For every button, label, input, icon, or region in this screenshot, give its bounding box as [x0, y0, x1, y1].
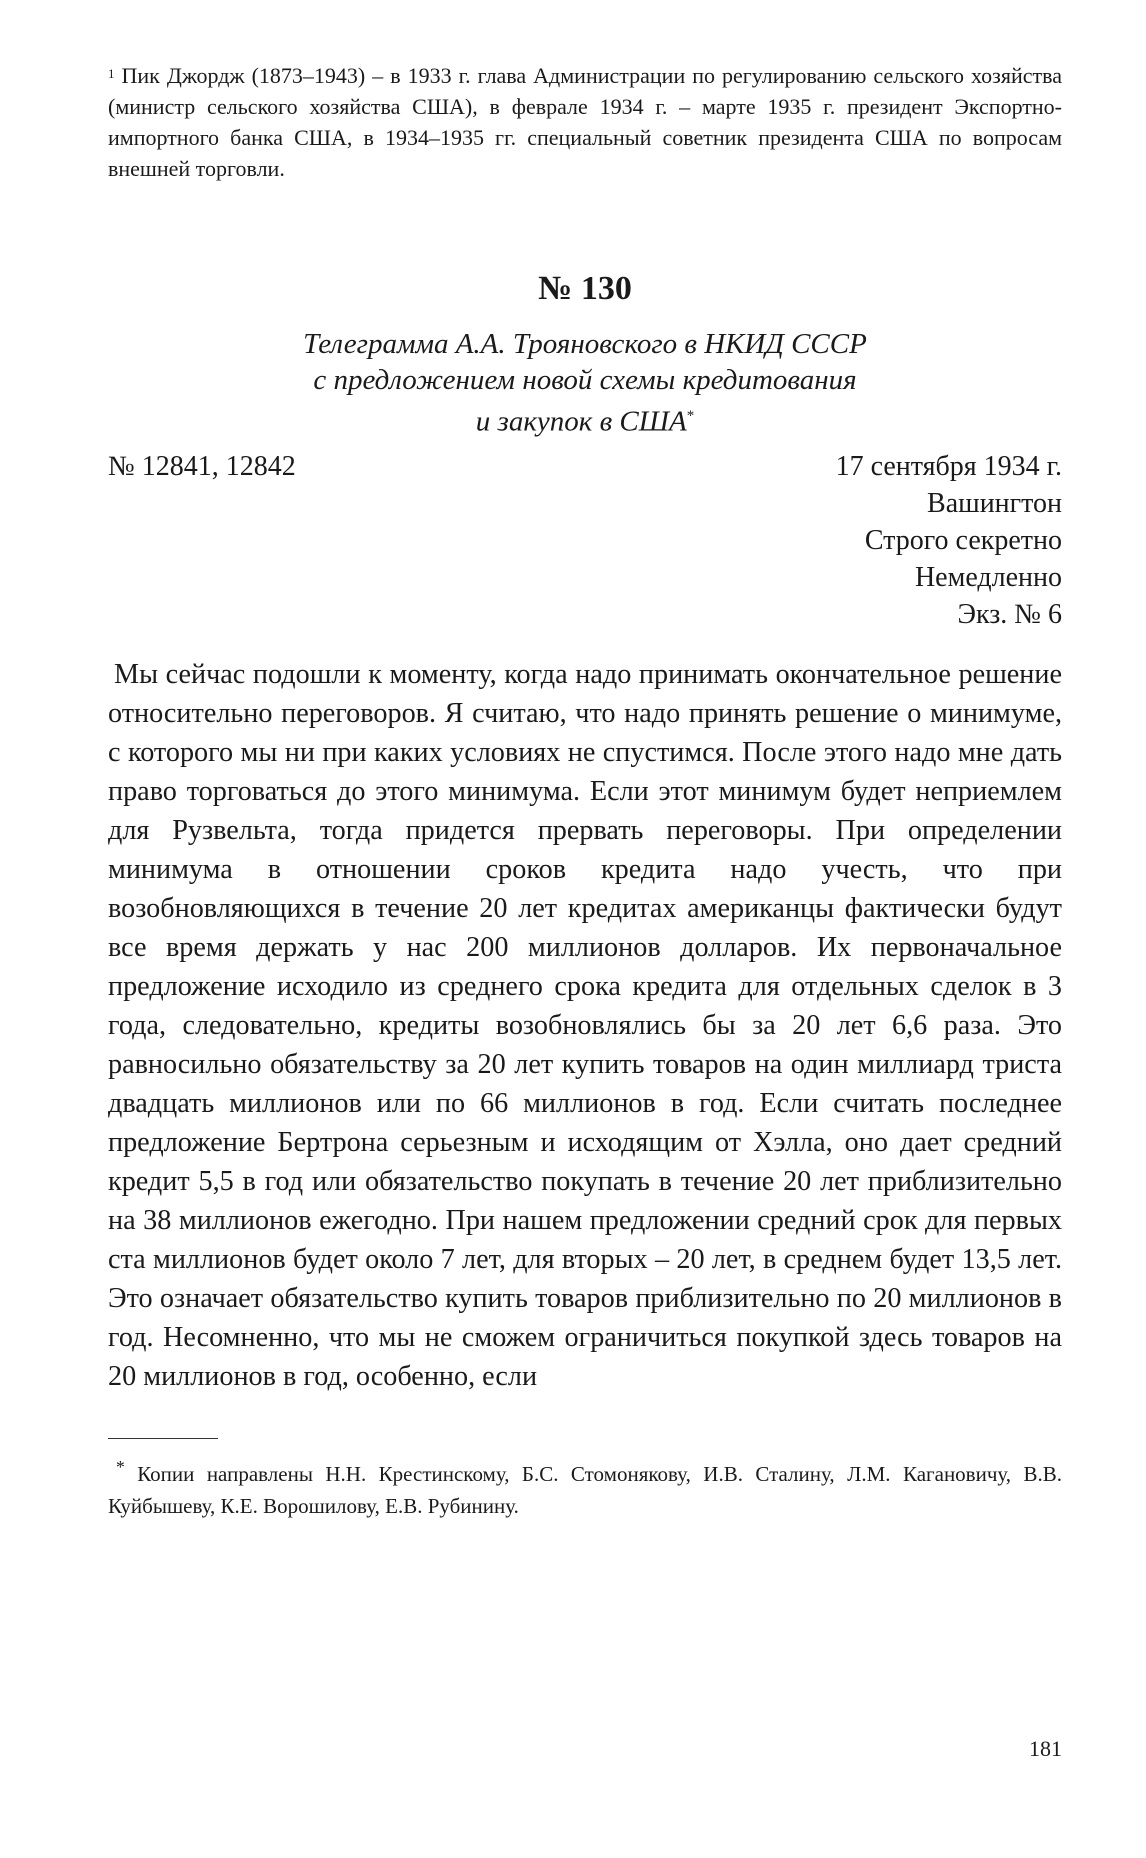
- footnote-top: [108, 60, 1062, 184]
- footnote-marker: 1: [108, 66, 115, 81]
- title-line-2: с предложением новой схемы кредитования: [313, 364, 857, 396]
- footnote-bottom: [108, 1451, 1062, 1522]
- document-title: [108, 326, 1062, 440]
- urgency-label: Немедленно: [914, 561, 1062, 593]
- registration-row: [108, 448, 1062, 485]
- telegram-body: Мы сейчас подошли к моменту, когда надо принимать окончательное решение относительно переговоров. Я считаю, что надо принять решение о минимуме, с которого мы ни при каких условиях не спустимся. После этого надо мне дать право торговаться до этого минимума. Если этот минимум будет неприемлем для Рузвельта, тогда придется прервать переговоры. При определении минимума в отношении сроков кредита надо учесть, что при возобновляющихся в течение 20 лет кредитах американцы фактически будут все время держать у нас 200 миллионов долларов. Их первоначальное предложение исходило из среднего срока кредита для отдельных сделок в 3 года, следовательно, кредиты возобновлялись бы за 20 лет 6,6 раза. Это равносильно обязательству за 20 лет купить товаров на один миллиард триста двадцать миллионов или по 66 миллионов в год. Если считать последнее предложение Бертрона серьезным и исходящим от Хэлла, оно дает средний кредит 5,5 в год или обязательство покупать в течение 20 лет приблизительно на 38 миллионов ежегодно. При нашем предложении средний срок для первых ста миллионов будет около 7 лет, для вторых – 20 лет, в среднем будет 13,5 лет. Это означает обязательство купить товаров приблизительно по 20 миллионов в год. Несомненно, что мы не сможем ограничиться покупкой здесь товаров на 20 миллионов в год, особенно, если: [108, 658, 1062, 1392]
- document-place: Вашингтон: [927, 487, 1062, 519]
- footnote-bottom-text: Копии направлены Н.Н. Крестинскому, Б.С. Стомонякову, И.В. Сталину, Л.М. Кагановичу, В.В. Куйбышеву, К.Е. Ворошилову, Е.В. Рубинину.: [108, 1461, 1062, 1518]
- footnote-top-text: Пик Джордж (1873–1943) – в 1933 г. глава Администрации по регулированию сельского хозяйства (министр сельского хозяйства США), в феврале 1934 г. – марте 1935 г. президент Экспортно-импортного банка США, в 1934–1935 гг. специальный советник президента США по вопросам внешней торговли.: [108, 63, 1063, 181]
- document-attributes: [108, 485, 1062, 633]
- secrecy-label: Строго секретно: [864, 524, 1062, 556]
- registration-number: № 12841, 12842: [108, 450, 296, 482]
- footnote-bottom-marker: *: [116, 1456, 125, 1477]
- footnote-divider: [108, 1438, 218, 1439]
- title-footnote-marker: *: [686, 408, 695, 424]
- copy-number: Экз. № 6: [957, 598, 1062, 630]
- document-date: 17 сентября 1934 г.: [835, 450, 1062, 482]
- page-number: 181: [1029, 1736, 1062, 1761]
- document-number: № 130: [538, 270, 632, 307]
- title-line-1: Телеграмма А.А. Трояновского в НКИД СССР: [303, 328, 867, 360]
- title-line-3: и закупок в США: [475, 405, 687, 438]
